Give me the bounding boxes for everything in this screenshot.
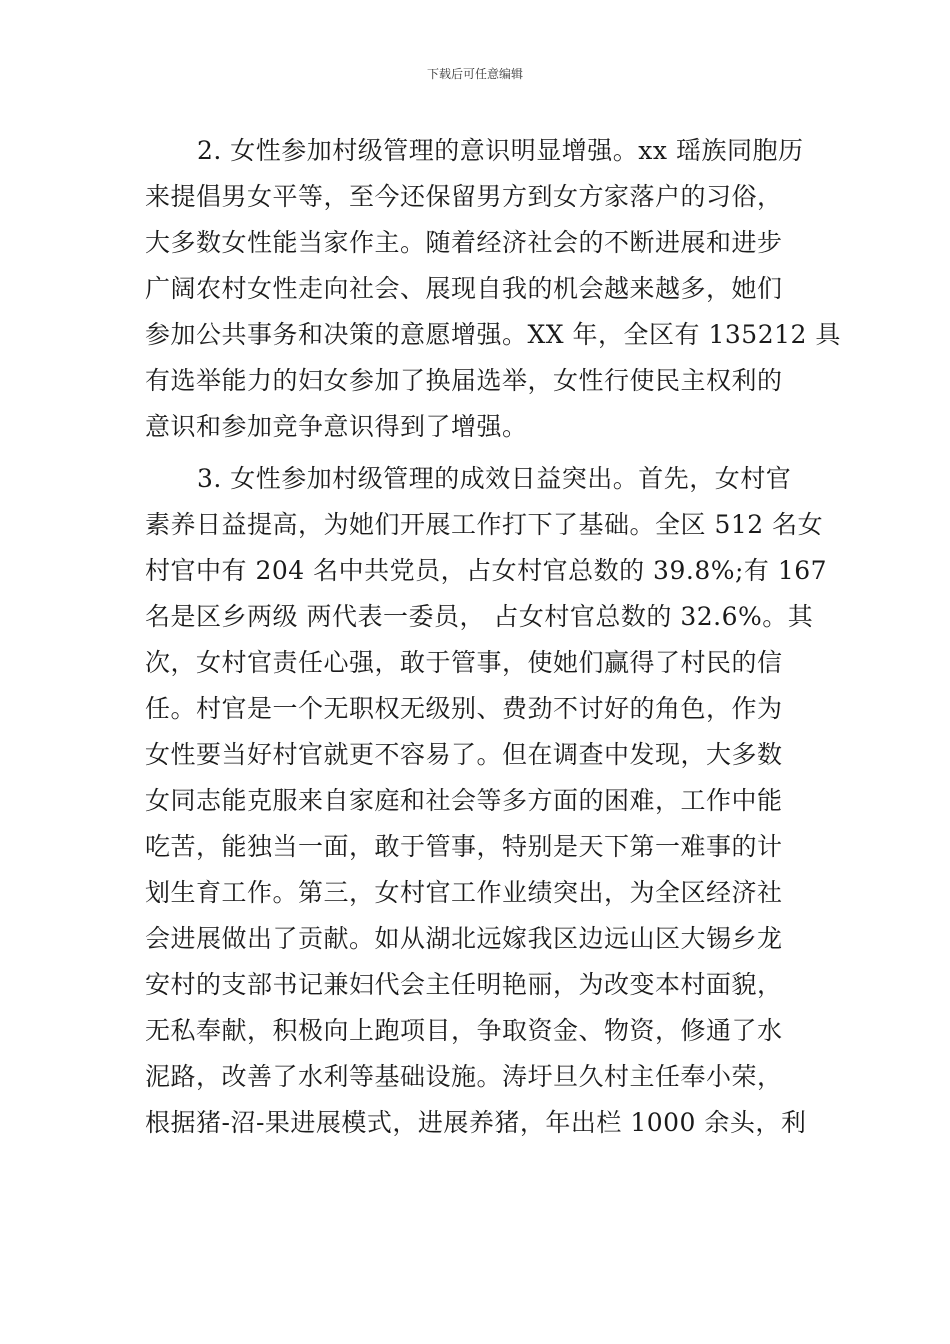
text-line: 泥路，改善了水利等基础设施。涛圩旦久村主任奉小荣， <box>145 1062 783 1091</box>
text-line: 任。村官是一个无职权无级别、费劲不讨好的角色，作为 <box>145 694 783 723</box>
text-line: 广阔农村女性走向社会、展现自我的机会越来越多，她们 <box>145 274 783 303</box>
text-line: 女性要当好村官就更不容易了。但在调查中发现，大多数 <box>145 740 783 769</box>
text-line: 村官中有 204 名中共党员，占女村官总数的 39.8%;有 167 <box>145 556 828 585</box>
text-line: 来提倡男女平等，至今还保留男方到女方家落户的习俗， <box>145 182 783 211</box>
text-line: 3. 女性参加村级管理的成效日益突出。首先，女村官 <box>197 464 792 493</box>
page-header: 下载后可任意编辑 <box>426 67 523 81</box>
text-line: 有选举能力的妇女参加了换届选举，女性行使民主权利的 <box>145 366 783 395</box>
text-line: 2. 女性参加村级管理的意识明显增强。xx 瑶族同胞历 <box>197 136 804 165</box>
text-line: 根据猪-沼-果进展模式，进展养猪，年出栏 1000 余头，利 <box>145 1108 807 1137</box>
text-line: 次，女村官责任心强，敢于管事，使她们赢得了村民的信 <box>145 648 783 677</box>
paragraph-2 <box>145 128 841 450</box>
text-line: 名是区乡两级 两代表一委员， 占女村官总数的 32.6%。其 <box>145 602 814 631</box>
text-line: 素养日益提高，为她们开展工作打下了基础。全区 512 名女 <box>145 510 824 539</box>
text-line: 安村的支部书记兼妇代会主任明艳丽，为改变本村面貌， <box>145 970 783 999</box>
text-line: 参加公共事务和决策的意愿增强。XX 年，全区有 135212 具 <box>145 320 841 349</box>
body-text <box>145 128 841 1146</box>
paragraph-3 <box>145 456 828 1146</box>
text-line: 无私奉献，积极向上跑项目，争取资金、物资，修通了水 <box>145 1016 783 1045</box>
text-line: 意识和参加竞争意识得到了增强。 <box>145 412 528 441</box>
text-line: 吃苦，能独当一面，敢于管事，特别是天下第一难事的计 <box>145 832 783 861</box>
text-line: 划生育工作。第三，女村官工作业绩突出，为全区经济社 <box>145 878 783 907</box>
text-line: 会进展做出了贡献。如从湖北远嫁我区边远山区大锡乡龙 <box>145 924 783 953</box>
text-line: 大多数女性能当家作主。随着经济社会的不断进展和进步 <box>145 228 783 257</box>
text-line: 女同志能克服来自家庭和社会等多方面的困难，工作中能 <box>145 786 783 815</box>
